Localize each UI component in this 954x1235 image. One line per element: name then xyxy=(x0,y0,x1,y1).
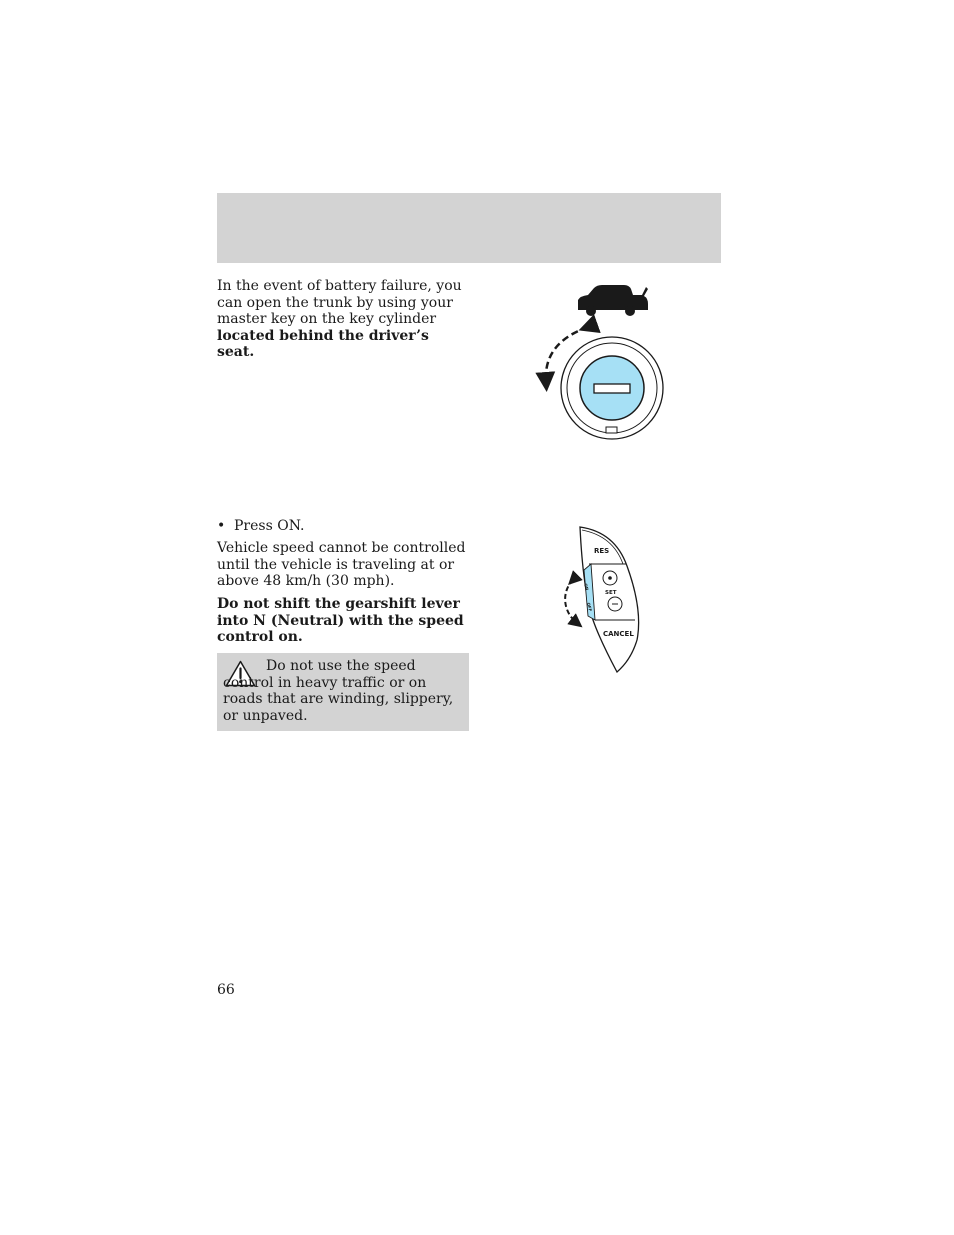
key-cylinder-icon xyxy=(561,337,663,439)
trunk-key-figure xyxy=(530,282,680,442)
bullet-dot: • xyxy=(217,518,226,534)
set-label: SET xyxy=(605,590,617,596)
speed-paragraph: Vehicle speed cannot be controlled until the vehicle is traveling at or above 48 km/h (30 mph). xyxy=(217,540,466,589)
trunk-paragraph-bold: located behind the driver’s seat. xyxy=(217,327,429,360)
curved-arrow-icon xyxy=(565,580,577,623)
gearshift-note: Do not shift the gearshift lever into N (Neutral) with the speed control on. xyxy=(217,596,464,645)
warning-box xyxy=(217,653,469,731)
off-label: OFF xyxy=(586,602,594,612)
switch-panel-icon xyxy=(580,527,639,672)
page-number: 66 xyxy=(217,982,235,998)
res-label: RES xyxy=(594,547,610,555)
cancel-label: CANCEL xyxy=(603,630,634,638)
on-label: ON xyxy=(583,582,590,591)
car-trunk-icon xyxy=(578,285,648,316)
trunk-paragraph xyxy=(217,278,467,361)
trunk-paragraph-text: In the event of battery failure, you can open the trunk by using your master key on the key cylinder xyxy=(217,278,462,327)
bullet-text: Press ON. xyxy=(234,518,305,534)
warning-text: Do not use the speed control in heavy traffic or on roads that are winding, slippery, or unpaved. xyxy=(223,658,454,724)
bullet-press-on xyxy=(217,518,467,535)
header-band xyxy=(217,193,721,263)
speed-control-switch-figure xyxy=(555,520,655,680)
